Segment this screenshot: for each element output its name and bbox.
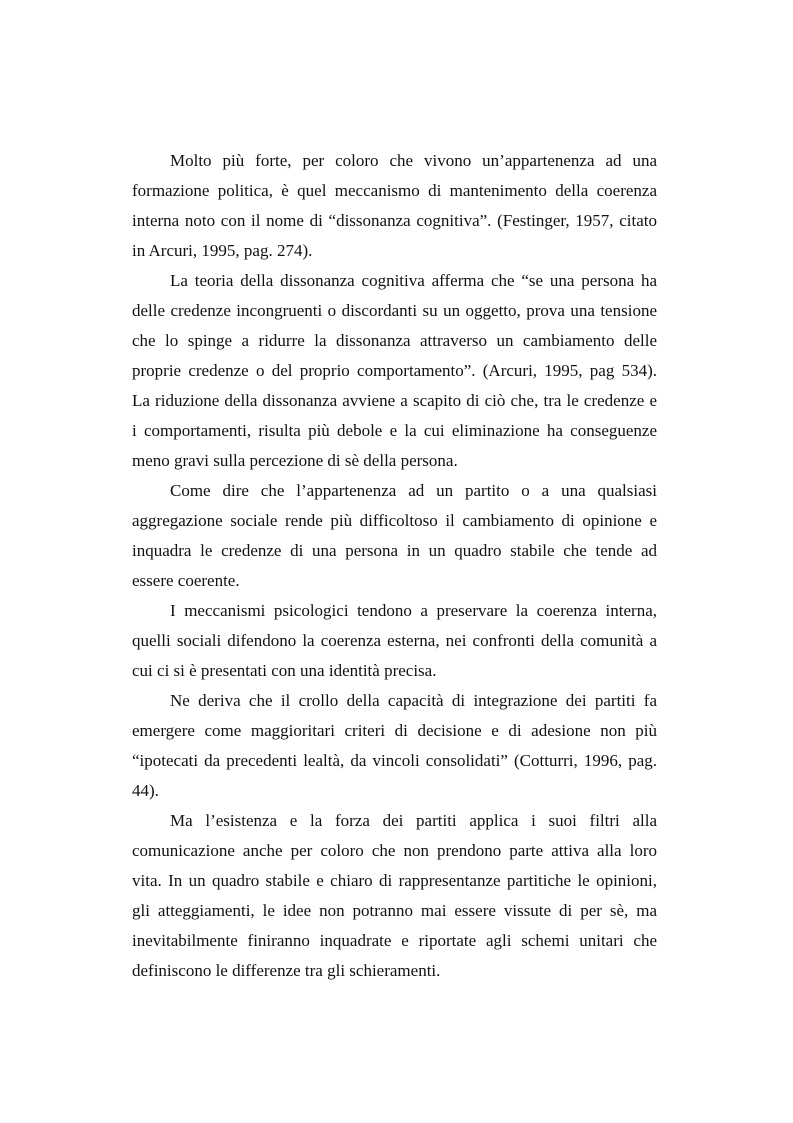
text-line: cui ci si è presentati con una identità precisa.: [132, 661, 437, 680]
text-line: in Arcuri, 1995, pag. 274).: [132, 241, 313, 260]
text-line: i comportamenti, risulta più debole e la cui eliminazione ha conseguenze: [132, 421, 657, 440]
body-text: [132, 146, 657, 986]
text-line: Ne deriva che il crollo della capacità di integrazione dei partiti fa: [170, 691, 657, 710]
text-line: La teoria della dissonanza cognitiva afferma che “se una persona ha: [170, 271, 657, 290]
text-line: gli atteggiamenti, le idee non potranno mai essere vissute di per sè, ma: [132, 901, 657, 920]
paragraph-5: [132, 686, 657, 806]
text-line: Ma l’esistenza e la forza dei partiti applica i suoi filtri alla: [170, 811, 657, 830]
text-line: emergere come maggioritari criteri di decisione e di adesione non più: [132, 721, 657, 740]
paragraph-6: [132, 806, 657, 986]
text-line: quelli sociali difendono la coerenza esterna, nei confronti della comunità a: [132, 631, 657, 650]
paragraph-3: [132, 476, 657, 596]
text-line: proprie credenze o del proprio comportamento”. (Arcuri, 1995, pag 534).: [132, 361, 657, 380]
text-line: definiscono le differenze tra gli schieramenti.: [132, 961, 441, 980]
text-line: inquadra le credenze di una persona in un quadro stabile che tende ad: [132, 541, 657, 560]
text-line: delle credenze incongruenti o discordanti su un oggetto, prova una tensione: [132, 301, 657, 320]
text-line: Molto più forte, per coloro che vivono un’appartenenza ad una: [170, 151, 657, 170]
text-line: che lo spinge a ridurre la dissonanza attraverso un cambiamento delle: [132, 331, 657, 350]
paragraph-4: [132, 596, 657, 686]
text-line: I meccanismi psicologici tendono a preservare la coerenza interna,: [170, 601, 657, 620]
text-line: comunicazione anche per coloro che non prendono parte attiva alla loro: [132, 841, 657, 860]
text-line: essere coerente.: [132, 571, 240, 590]
paragraph-1: [132, 146, 657, 266]
text-line: vita. In un quadro stabile e chiaro di rappresentanze partitiche le opinioni,: [132, 871, 657, 890]
text-line: Come dire che l’appartenenza ad un partito o a una qualsiasi: [170, 481, 657, 500]
text-line: aggregazione sociale rende più difficoltoso il cambiamento di opinione e: [132, 511, 657, 530]
text-line: 44).: [132, 781, 159, 800]
paragraph-2: [132, 266, 657, 476]
text-line: “ipotecati da precedenti lealtà, da vincoli consolidati” (Cotturri, 1996, pag.: [132, 751, 657, 770]
text-line: formazione politica, è quel meccanismo di mantenimento della coerenza: [132, 181, 657, 200]
text-line: meno gravi sulla percezione di sè della persona.: [132, 451, 458, 470]
text-line: interna noto con il nome di “dissonanza cognitiva”. (Festinger, 1957, citato: [132, 211, 657, 230]
text-line: inevitabilmente finiranno inquadrate e riportate agli schemi unitari che: [132, 931, 657, 950]
text-line: La riduzione della dissonanza avviene a scapito di ciò che, tra le credenze e: [132, 391, 657, 410]
